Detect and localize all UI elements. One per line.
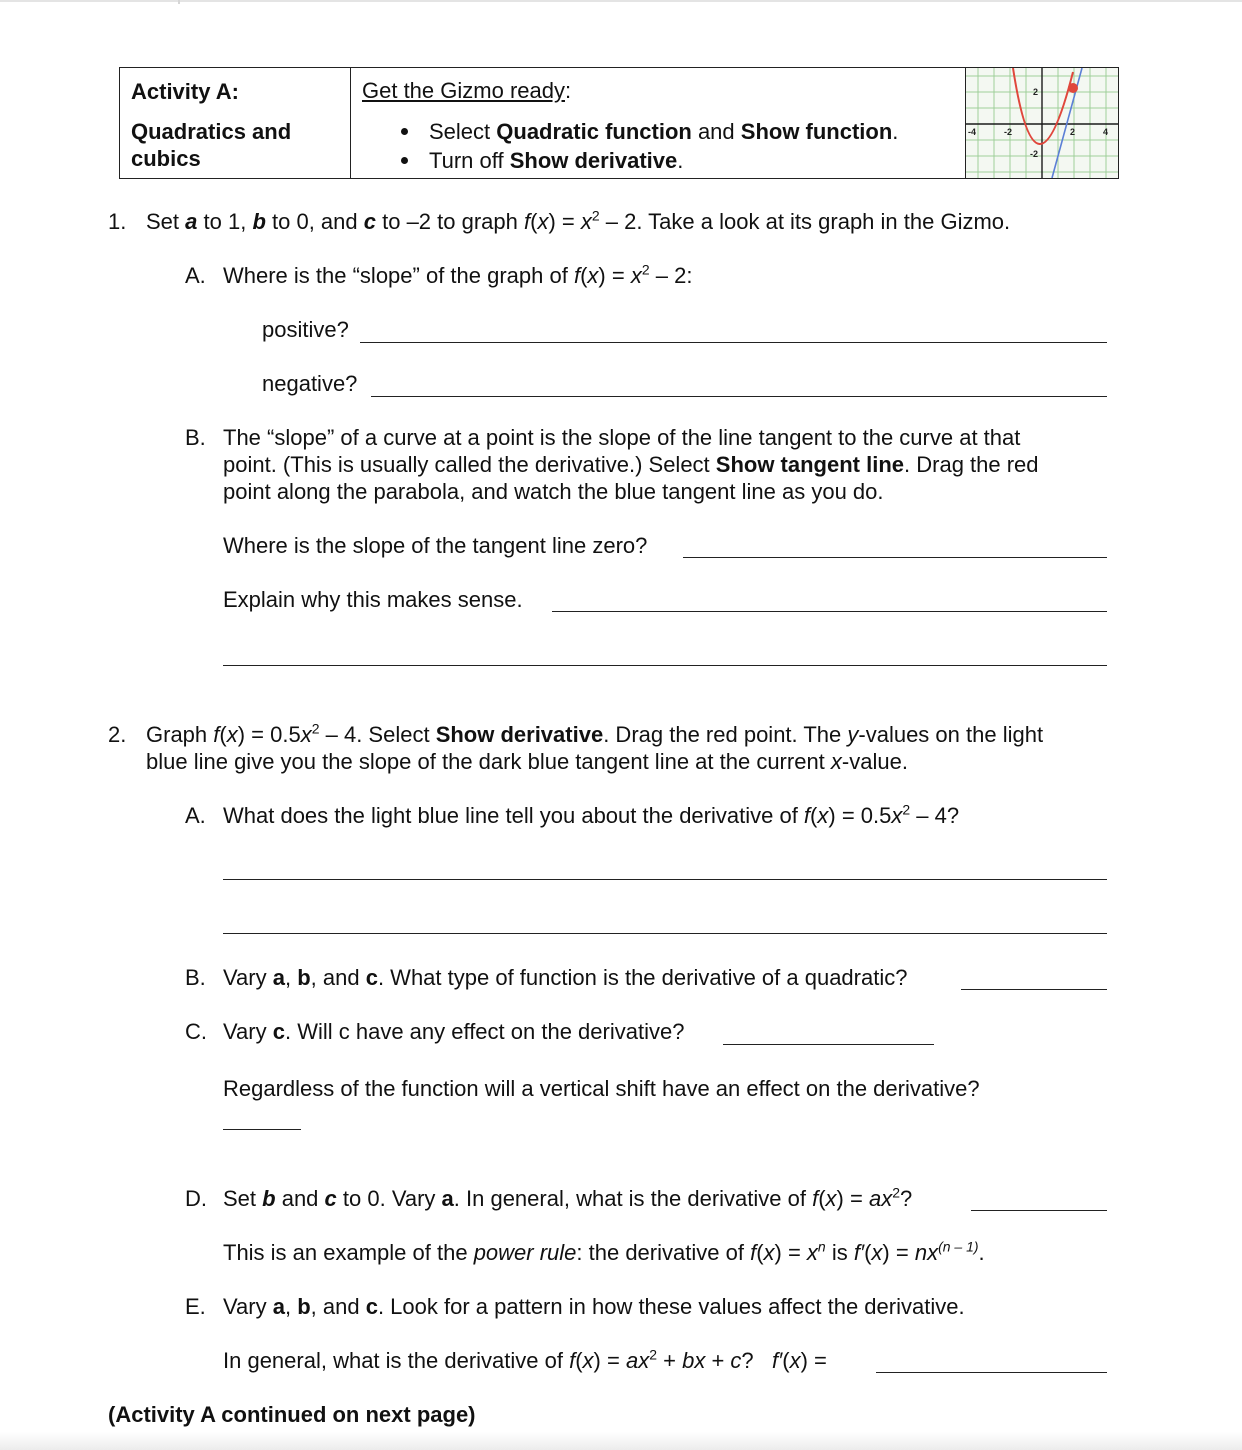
q1a-negative-answer-line[interactable] (371, 396, 1107, 397)
bullet1-show-function: Show function (740, 119, 893, 144)
graph-tick-labels (968, 87, 1108, 159)
q2e-general-question: In general, what is the derivative of $f(x) = ax^2$ + bx + c? f′(x) = (223, 1346, 827, 1373)
q1b-explain-answer-line[interactable] (552, 611, 1107, 612)
q1a-text: Where is the “slope” of the graph of $f(x) = x^2 - 2$: (223, 261, 693, 288)
q2a-answer-line-2[interactable] (223, 933, 1107, 934)
tick-x-neg2: -2 (1004, 127, 1013, 137)
activity-label: Activity A: (131, 79, 239, 104)
gizmo-graph-thumbnail (966, 68, 1118, 178)
bullet2-show-derivative: Show derivative (509, 148, 678, 173)
bullet1-pre: Select (429, 119, 497, 144)
q1b-line3: point along the parabola, and watch the blue tangent line as you do. (223, 479, 884, 504)
q1b-letter: B. (185, 425, 206, 450)
bullet1-period: . (892, 119, 899, 144)
top-rule (0, 0, 1242, 2)
q1a-positive-answer-line[interactable] (360, 342, 1107, 343)
red-point[interactable] (1068, 83, 1078, 93)
q2-number: 2. (108, 722, 127, 747)
q2e-text: Vary a, b, and c. Look for a pattern in how these values affect the derivative. (223, 1294, 965, 1319)
bullet2-pre: Turn off (429, 148, 510, 173)
q2b-answer-line[interactable] (961, 989, 1107, 990)
q2-line2: blue line give you the slope of the dark blue tangent line at the current x-value. (146, 749, 908, 774)
q2a-answer-line-1[interactable] (223, 879, 1107, 880)
bullet1-and: and (691, 119, 741, 144)
q1a-positive-label: positive? (262, 317, 349, 342)
tick-x-4: 4 (1103, 127, 1109, 137)
footer-continued: (Activity A continued on next page) (108, 1402, 476, 1427)
q2d-power-rule: This is an example of the power rule: the derivative of $f(x) = x^n$ is $f'(x) = nx^{(n - 1)}$. (223, 1238, 985, 1265)
q2a-text: What does the light blue line tell you about the derivative of $f(x) = 0.5x^2 - 4$? (223, 801, 960, 828)
setup-bullet-2 (429, 148, 683, 174)
q1-number: 1. (108, 209, 127, 234)
q1b-line2: point. (This is usually called the derivative.) Select Show tangent line. Drag the red (223, 452, 1039, 477)
q2e-answer-line[interactable] (876, 1372, 1107, 1373)
q2b-text: Vary a, b, and c. What type of function is the derivative of a quadratic? (223, 965, 908, 990)
setup-bullet-1 (429, 119, 898, 145)
tick-x-2: 2 (1070, 127, 1076, 137)
q2d-text: Set b and c to 0. Vary a. In general, what is the derivative of $f(x) = ax^2$? (223, 1184, 913, 1211)
q2d-letter: D. (185, 1186, 207, 1211)
q1b-explain-answer-line-2[interactable] (223, 665, 1107, 666)
bullet1-quadratic: Quadratic function (496, 119, 692, 144)
q1b-explain-label: Explain why this makes sense. (223, 587, 523, 612)
q2c-answer-line[interactable] (723, 1044, 934, 1045)
q2d-answer-line[interactable] (971, 1210, 1107, 1211)
bullet-dot (401, 128, 408, 135)
bullet-dot (401, 157, 408, 164)
setup-title-colon: : (564, 78, 572, 103)
activity-header-table (119, 67, 1119, 179)
q2c-vertical-shift-question: Regardless of the function will a vertical shift have an effect on the derivative? (223, 1076, 980, 1101)
setup-cell (351, 68, 966, 178)
setup-title-text: Get the Gizmo ready (362, 78, 565, 103)
topic-line1: Quadratics and (131, 119, 292, 144)
q1a-negative-label: negative? (262, 371, 358, 396)
q2c-text: Vary c. Will c have any effect on the derivative? (223, 1019, 685, 1044)
q1b-line1: The “slope” of a curve at a point is the slope of the line tangent to the curve at that (223, 425, 1021, 450)
q1b-zero-answer-line[interactable] (683, 557, 1107, 558)
bullet2-period: . (677, 148, 684, 173)
q1b-zero-question: Where is the slope of the tangent line zero? (223, 533, 648, 558)
top-rule-tick (178, 0, 180, 4)
tick-x-neg4: -4 (968, 127, 977, 137)
tick-y-neg2: -2 (1030, 149, 1039, 159)
page-bottom-shadow (0, 1432, 1242, 1450)
q2b-letter: B. (185, 965, 206, 990)
q2e-letter: E. (185, 1294, 206, 1319)
q1-text: Set a to 1, b to 0, and c to –2 to graph $f(x) = x^2 - 2$. Take a look at its graph in the Gizmo. (146, 207, 1011, 234)
tick-y-2: 2 (1033, 87, 1039, 97)
q2a-letter: A. (185, 803, 206, 828)
activity-cell (120, 68, 351, 178)
topic-line2: cubics (131, 146, 201, 171)
q2c-letter: C. (185, 1019, 207, 1044)
q1a-letter: A. (185, 263, 206, 288)
q2-line1: Graph $f(x) = 0.5x^2 - 4$. Select Show derivative. Drag the red point. The y-values on the light (146, 720, 1044, 747)
setup-title (362, 78, 571, 104)
q2c-vertical-shift-answer-line[interactable] (223, 1129, 301, 1130)
graph-svg (966, 68, 1118, 178)
